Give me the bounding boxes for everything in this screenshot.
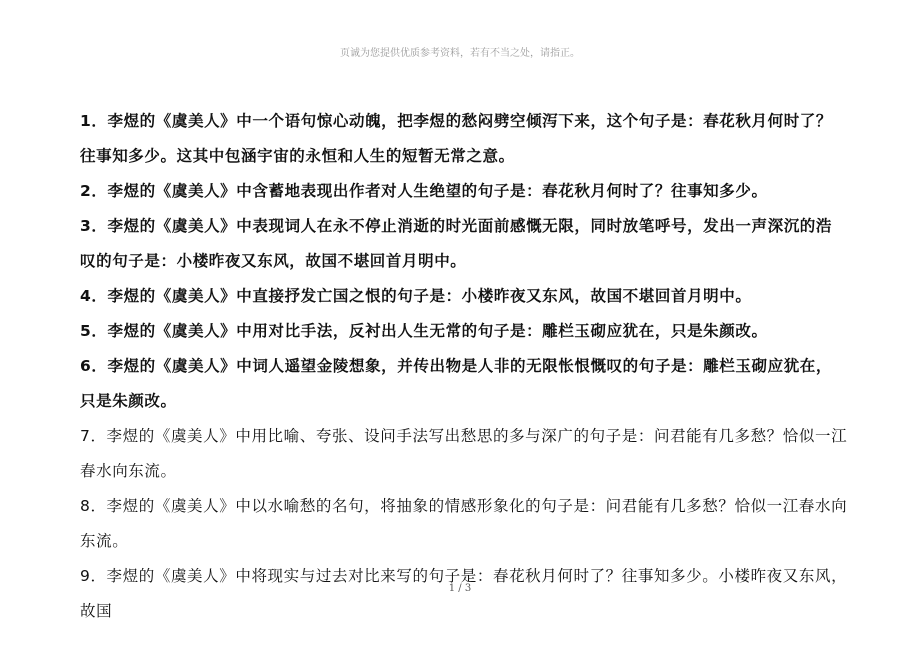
- list-item-9: 9．李煜的《虞美人》中将现实与过去对比来写的句子是：春花秋月何时了？往事知多少。小楼昨夜又东风，故国: [80, 567, 848, 620]
- document-body: [80, 104, 848, 629]
- list-item-8: 8．李煜的《虞美人》中以水喻愁的名句，将抽象的情感形象化的句子是：问君能有几多愁？恰似一江春水向东流。: [80, 497, 848, 550]
- list-item-1: 1．李煜的《虞美人》中一个语句惊心动魄，把李煜的愁闷劈空倾泻下来，这个句子是：春花秋月何时了？往事知多少。这其中包涵宇宙的永恒和人生的短暂无常之意。: [80, 112, 832, 165]
- list-item-7: 7．李煜的《虞美人》中用比喻、夸张、设问手法写出愁思的多与深广的句子是：问君能有几多愁？恰似一江春水向东流。: [80, 427, 848, 480]
- header-note: 页诚为您提供优质参考资料，若有不当之处，请指正。: [340, 48, 580, 59]
- list-item-4: 4．李煜的《虞美人》中直接抒发亡国之恨的句子是：小楼昨夜又东风，故国不堪回首月明中。: [80, 287, 752, 305]
- list-item-2: 2．李煜的《虞美人》中含蓄地表现出作者对人生绝望的句子是：春花秋月何时了？往事知多少。: [80, 182, 768, 200]
- list-item-5: 5．李煜的《虞美人》中用对比手法，反衬出人生无常的句子是：雕栏玉砌应犹在，只是朱颜改。: [80, 322, 768, 340]
- list-item-3: 3．李煜的《虞美人》中表现词人在永不停止消逝的时光面前感慨无限，同时放笔呼号，发出一声深沉的浩叹的句子是：小楼昨夜又东风，故国不堪回首月明中。: [80, 217, 832, 270]
- page-number: 1 / 3: [448, 583, 472, 594]
- list-item-6: 6．李煜的《虞美人》中词人遥望金陵想象，并传出物是人非的无限怅恨慨叹的句子是：雕栏玉砌应犹在，只是朱颜改。: [80, 357, 832, 410]
